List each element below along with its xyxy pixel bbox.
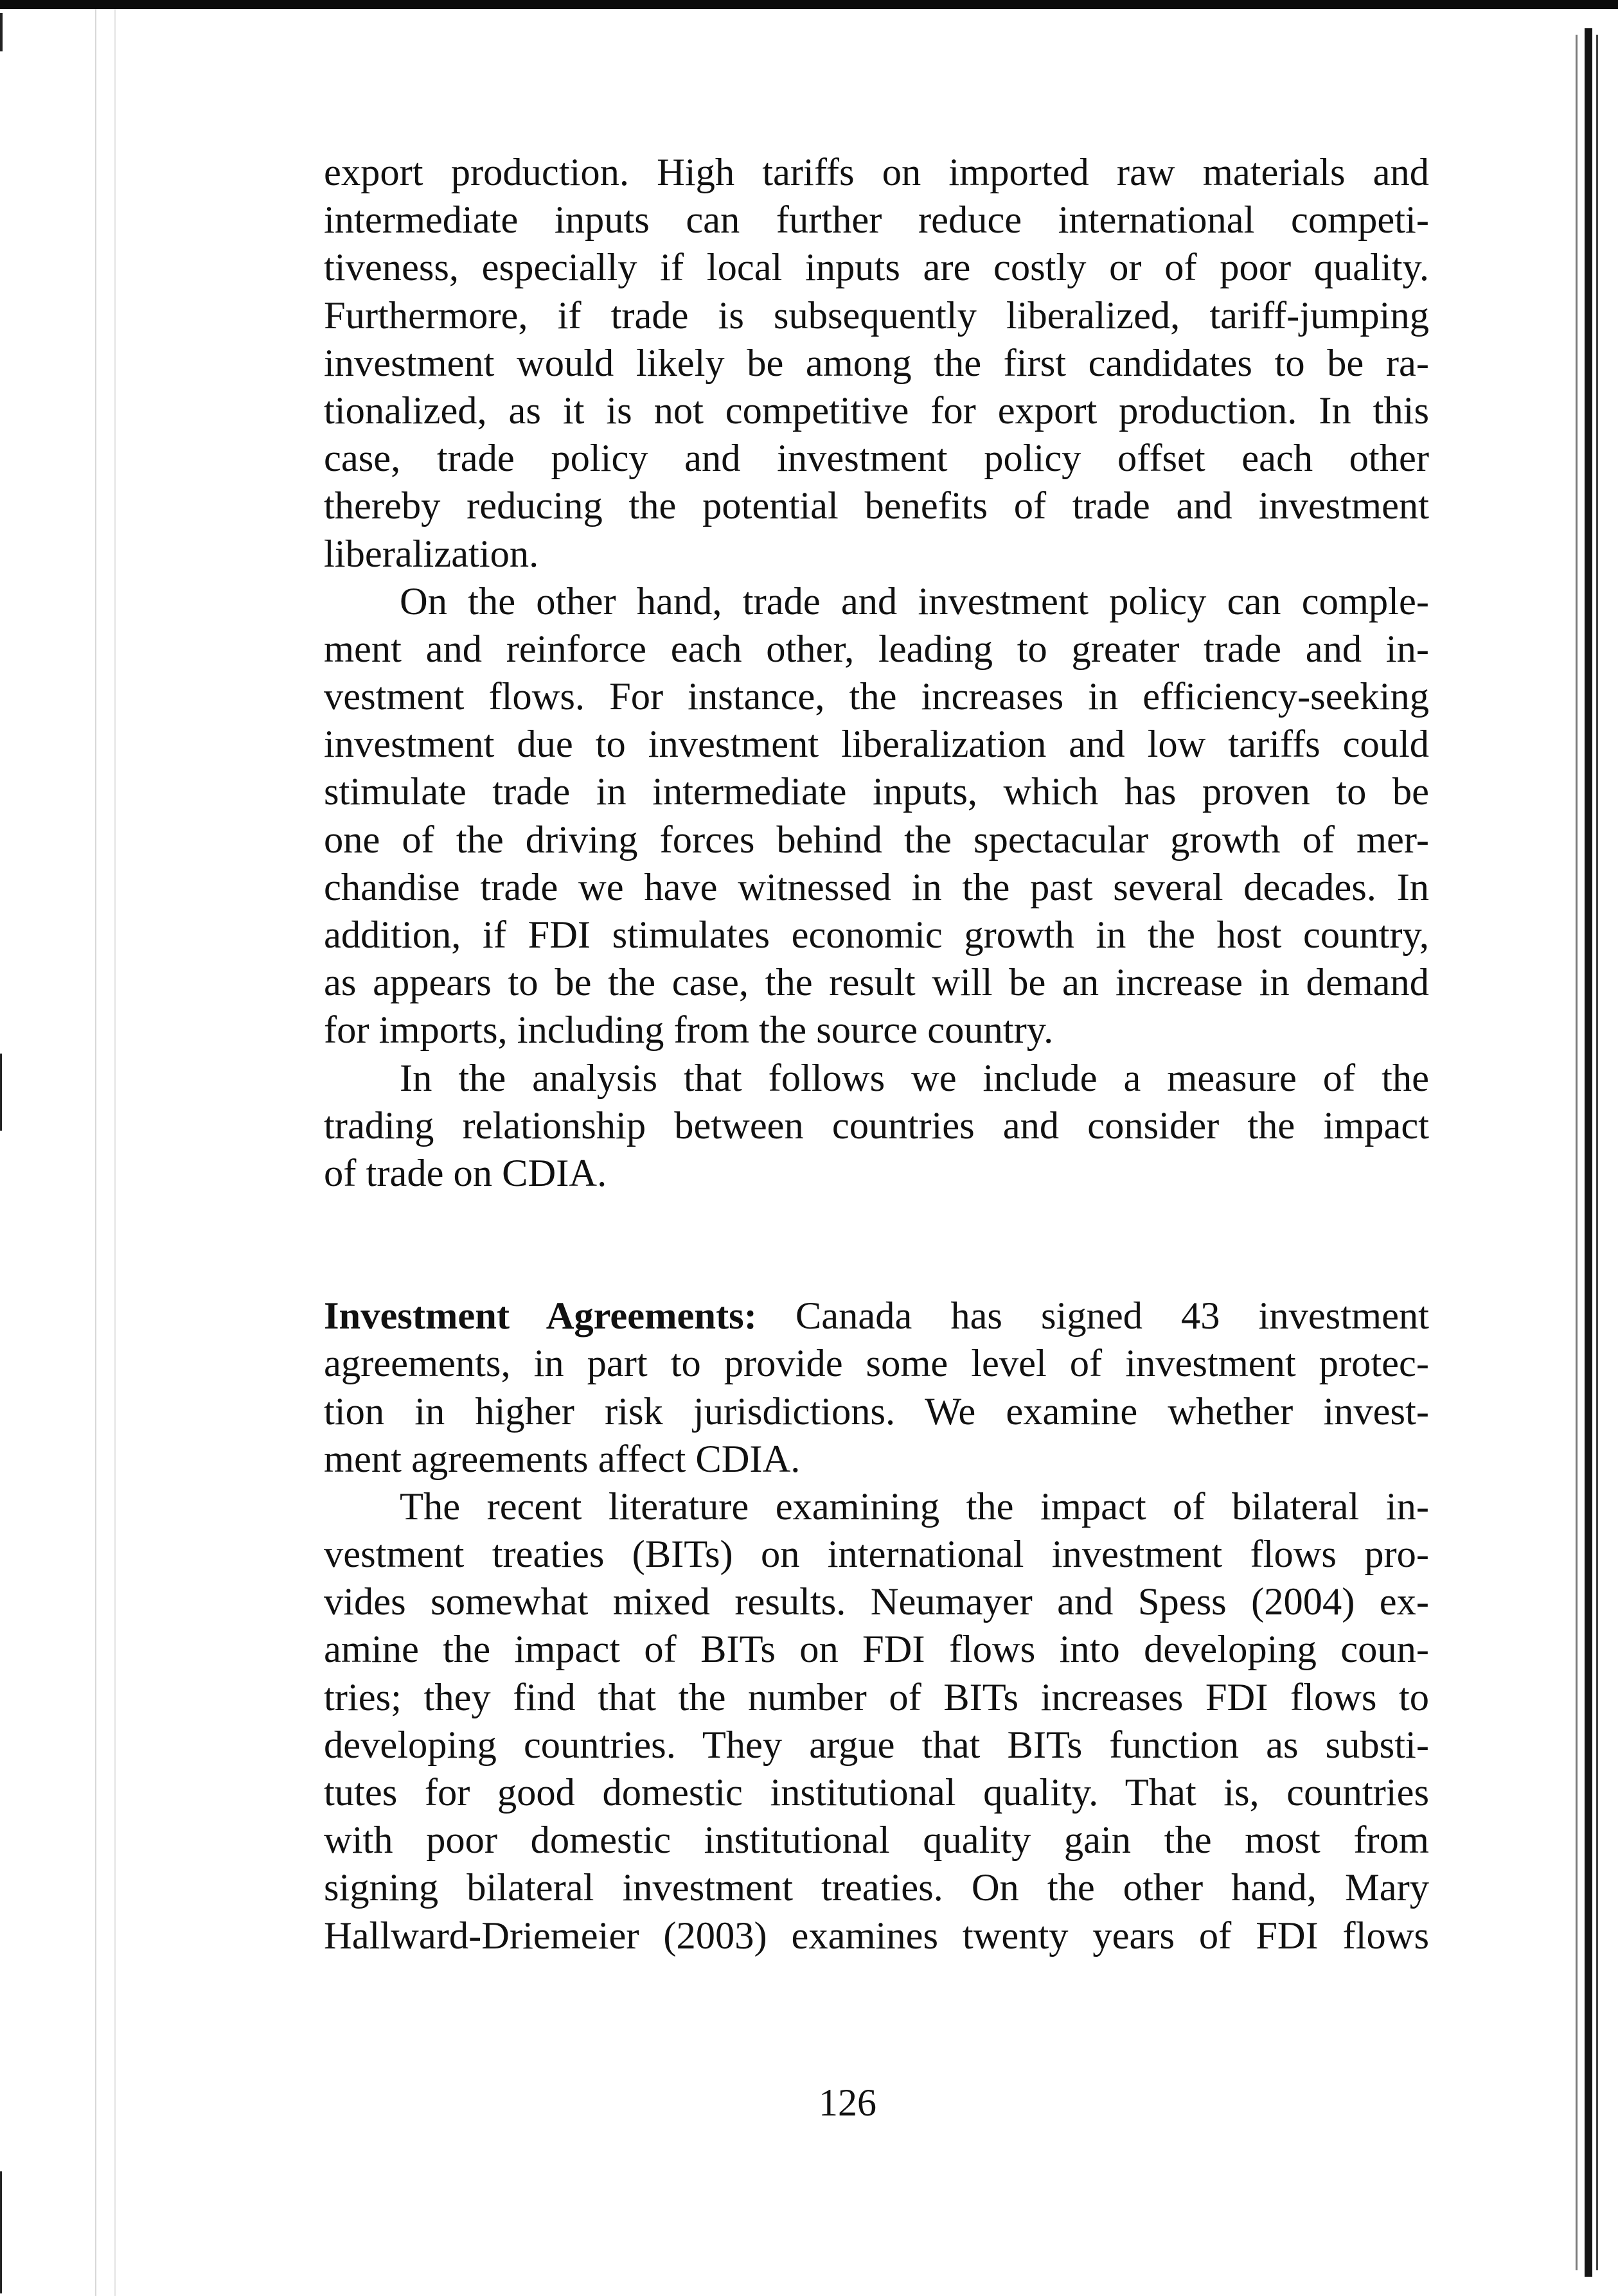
binding-edge-line — [1576, 35, 1578, 2270]
body-text — [324, 149, 1429, 1960]
text-line: signing bilateral investment treaties. On the other hand, Mary — [324, 1866, 1429, 1910]
text-line: ment agreements affect CDIA. — [324, 1437, 801, 1481]
text-line: one of the driving forces behind the spectacular growth of mer- — [324, 818, 1429, 861]
text-line: investment due to investment liberalization and low tariffs could — [324, 723, 1429, 766]
page-number: 126 — [819, 2081, 876, 2124]
paragraph — [324, 1483, 1429, 1960]
text-line: tion in higher risk jurisdictions. We examine whether invest- — [324, 1390, 1429, 1433]
text-line: agreements, in part to provide some level of investment protec- — [324, 1342, 1429, 1386]
text-line: of trade on CDIA. — [324, 1151, 607, 1195]
text-line: stimulate trade in intermediate inputs, which has proven to be — [324, 770, 1429, 814]
text-line: liberalization. — [324, 532, 539, 576]
text-line: export production. High tariffs on imported raw materials and — [324, 151, 1429, 194]
gutter-shadow-line — [114, 9, 116, 2296]
section-heading: Investment Agreements: — [324, 1294, 757, 1338]
scan-top-border — [0, 0, 1618, 9]
gutter-mark — [0, 1054, 2, 1131]
text-line: The recent literature examining the impact of bilateral in- — [400, 1485, 1429, 1528]
text-line: vides somewhat mixed results. Neumayer and Spess (2004) ex- — [324, 1580, 1429, 1624]
text-line: as appears to be the case, the result will be an increase in demand — [324, 961, 1429, 1005]
section-gap — [324, 1197, 1429, 1293]
paragraph — [324, 578, 1429, 1055]
text-line: amine the impact of BITs on FDI flows into developing coun- — [324, 1628, 1429, 1672]
gutter-mark — [0, 2171, 2, 2293]
paragraph — [324, 149, 1429, 578]
text-line — [324, 1293, 1429, 1340]
text-line: tries; they find that the number of BITs increases FDI flows to — [324, 1675, 1429, 1719]
text-line: Furthermore, if trade is subsequently liberalized, tariff-jumping — [324, 294, 1429, 337]
gutter-shadow-line — [95, 9, 96, 2296]
text-line: case, trade policy and investment policy offset each other — [324, 437, 1429, 481]
text-line: On the other hand, trade and investment policy can comple- — [400, 579, 1429, 623]
text-line: Hallward-Driemeier (2003) examines twenty years of FDI flows — [324, 1914, 1429, 1957]
text-line: tutes for good domestic institutional quality. That is, countries — [324, 1771, 1429, 1814]
text-line: tionalized, as it is not competitive for export production. In this — [324, 389, 1429, 432]
text-line: intermediate inputs can further reduce international competi- — [324, 199, 1429, 242]
text-line: vestment treaties (BITs) on international investment flows pro- — [324, 1533, 1429, 1576]
paragraph — [324, 1293, 1429, 1483]
binding-edge-line — [1596, 35, 1598, 2270]
text-line: chandise trade we have witnessed in the past several decades. In — [324, 865, 1429, 909]
binding-edge-bar — [1585, 28, 1592, 2277]
text-line: for imports, including from the source country. — [324, 1009, 1054, 1052]
binding-edge — [1556, 9, 1618, 2296]
text-line: In the analysis that follows we include a measure of the — [400, 1056, 1429, 1100]
text-line: vestment flows. For instance, the increases in efficiency-seeking — [324, 675, 1429, 719]
text-run: Canada has signed 43 investment — [756, 1294, 1429, 1338]
gutter-mark — [0, 13, 3, 51]
text-line: with poor domestic institutional quality gain the most from — [324, 1819, 1429, 1862]
text-line: developing countries. They argue that BITs function as substi- — [324, 1723, 1429, 1767]
text-line: tiveness, especially if local inputs are costly or of poor quality. — [324, 246, 1429, 290]
text-line: thereby reducing the potential benefits of trade and investment — [324, 484, 1429, 528]
text-line: ment and reinforce each other, leading to greater trade and in- — [324, 627, 1429, 671]
paragraph — [324, 1055, 1429, 1198]
text-line: addition, if FDI stimulates economic growth in the host country, — [324, 914, 1429, 957]
text-line: trading relationship between countries and consider the impact — [324, 1104, 1429, 1147]
text-line: investment would likely be among the first candidates to be ra- — [324, 341, 1429, 385]
